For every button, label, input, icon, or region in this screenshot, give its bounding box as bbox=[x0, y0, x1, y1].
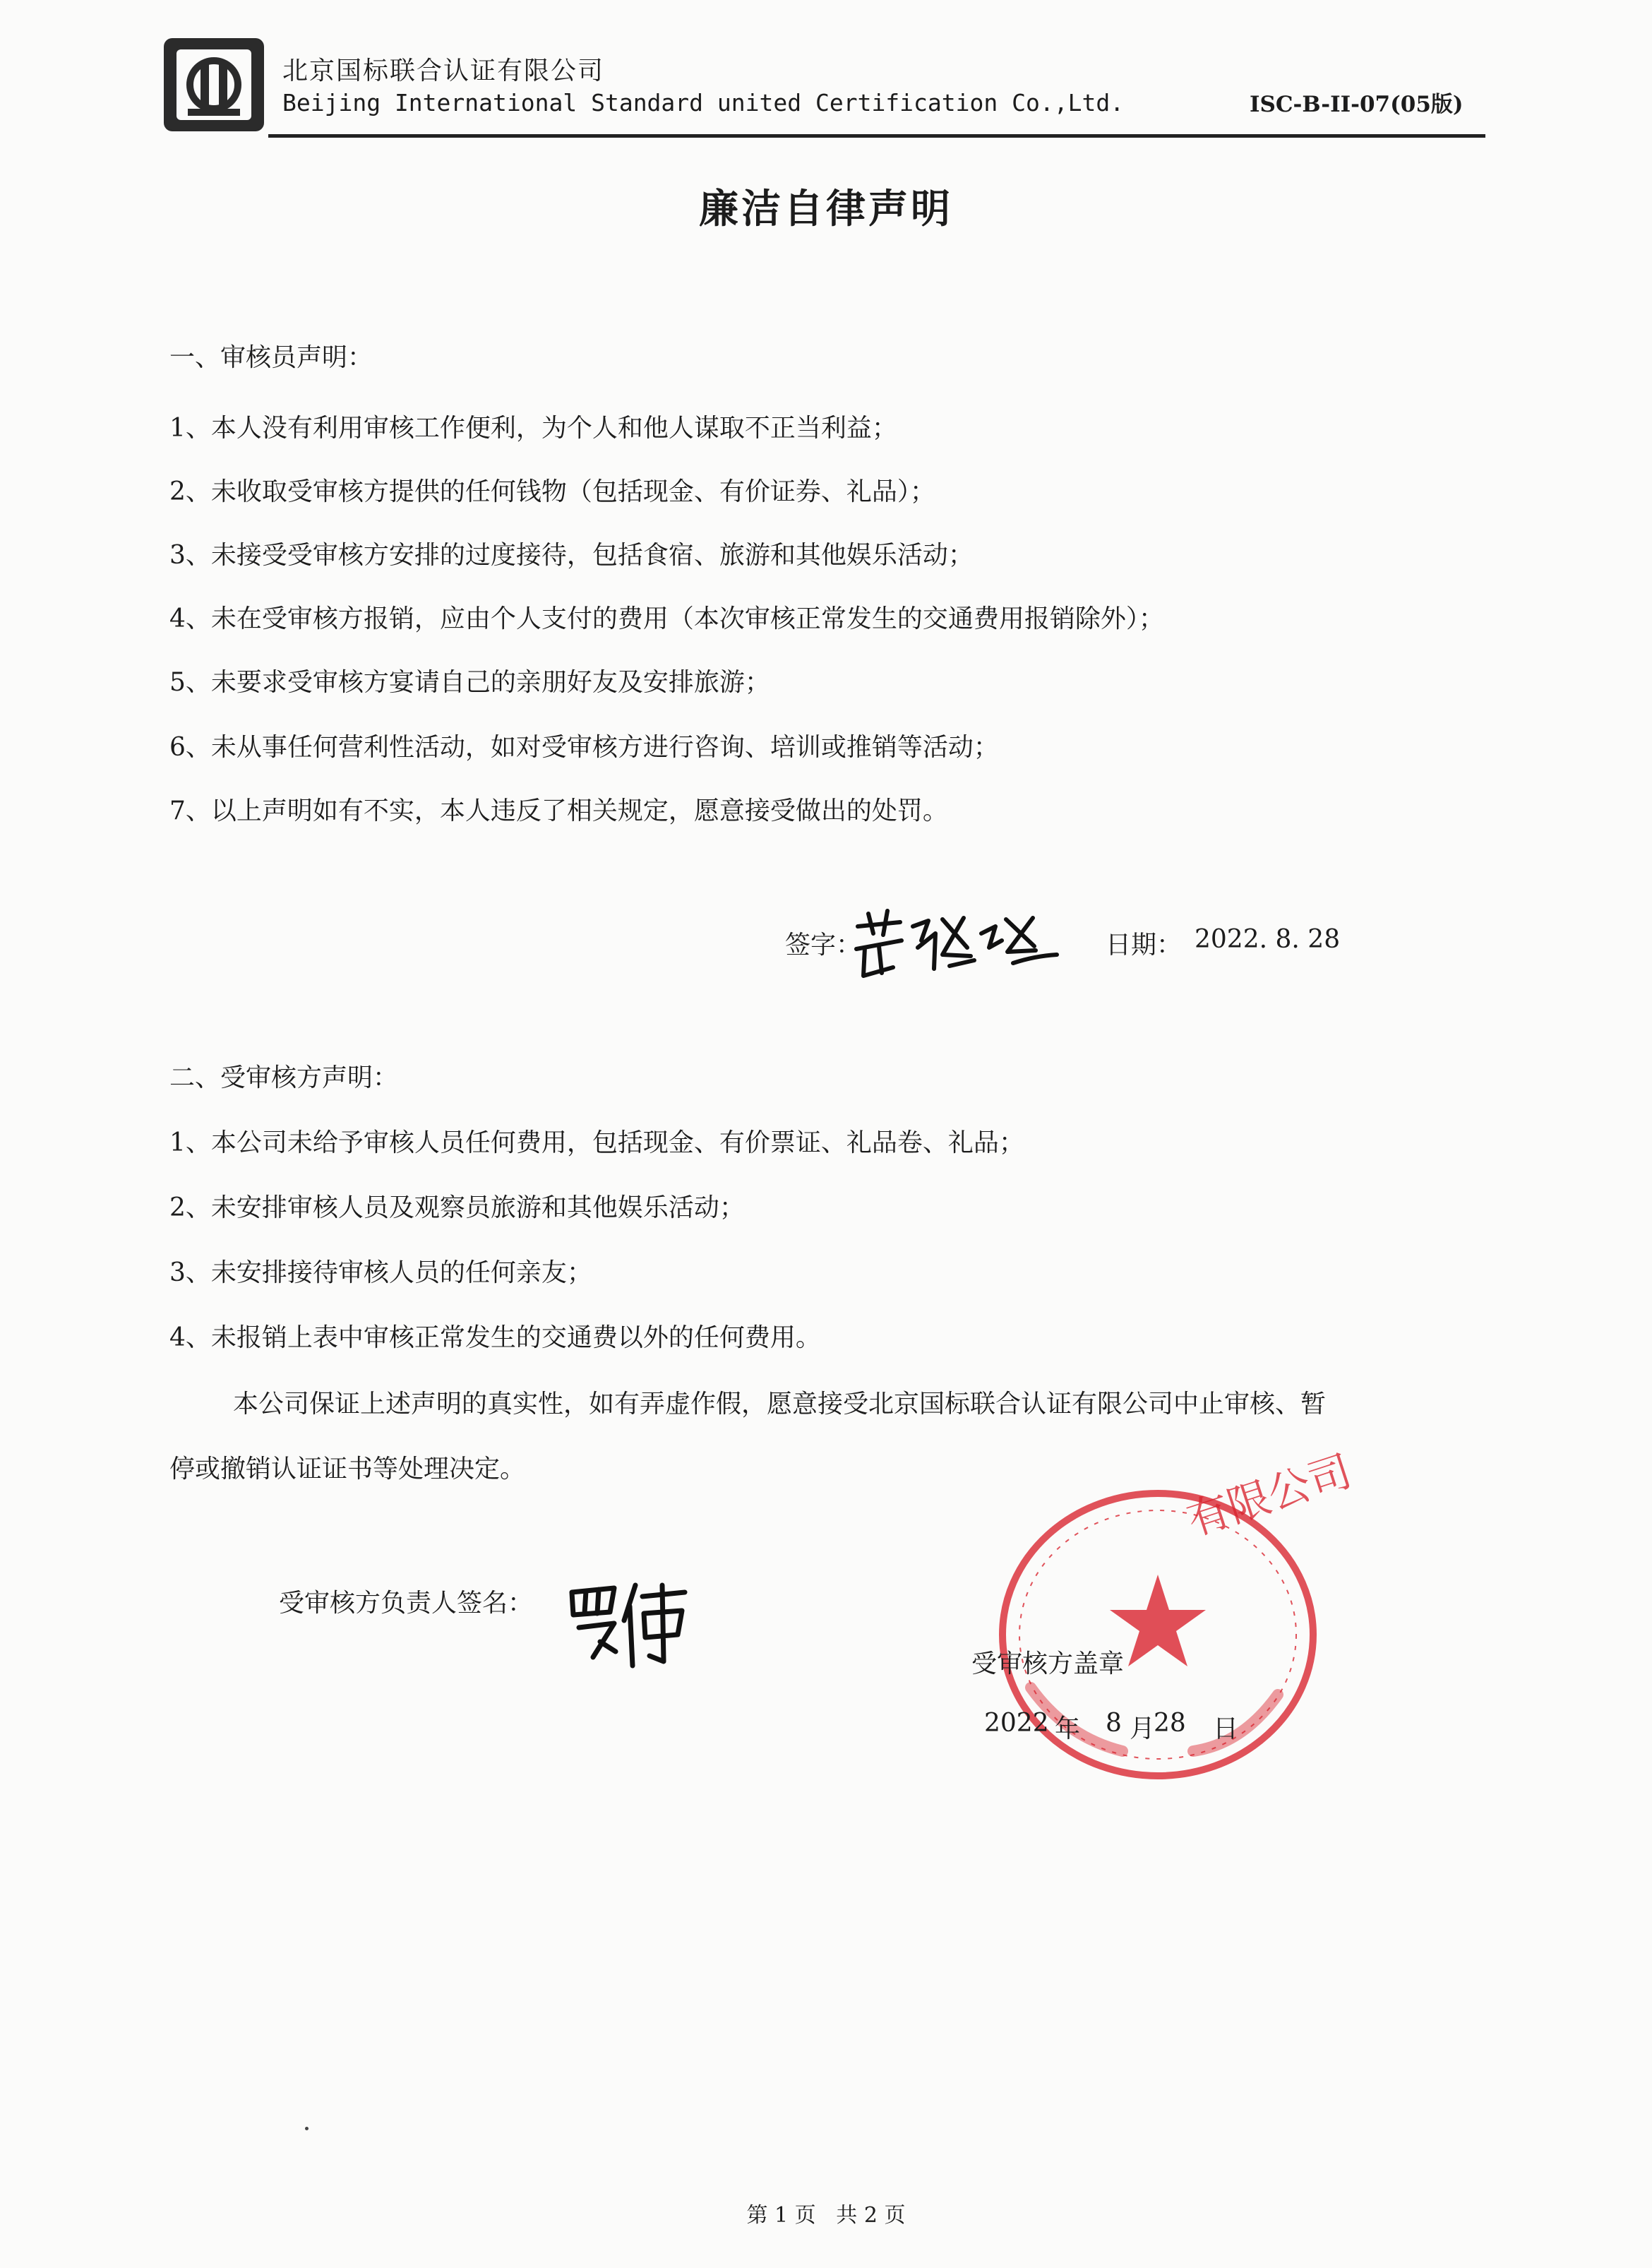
header-divider bbox=[268, 134, 1485, 138]
auditee-date-month: 8 bbox=[1106, 1709, 1122, 1738]
page-footer bbox=[0, 2197, 1652, 2228]
page-total: 共 2 页 bbox=[836, 2203, 906, 2228]
company-name-cn: 北京国标联合认证有限公司 bbox=[282, 56, 605, 85]
document-code: ISC-B-II-07(05版) bbox=[1250, 92, 1464, 117]
auditee-guarantee-line1: 本公司保证上述声明的真实性，如有弄虚作假，愿意接受北京国标联合认证有限公司中止审核、暂 bbox=[233, 1390, 1327, 1419]
auditee-sign-label: 受审核方负责人签名： bbox=[279, 1589, 534, 1618]
auditee-date-year: 2022 bbox=[984, 1709, 1049, 1738]
auditee-guarantee-line2: 停或撤销认证证书等处理决定。 bbox=[169, 1455, 526, 1484]
auditor-signature bbox=[851, 905, 1063, 983]
auditee-heading: 二、受审核方声明： bbox=[169, 1063, 399, 1092]
auditor-item: 6、未从事任何营利性活动，如对受审核方进行咨询、培训或推销等活动； bbox=[169, 733, 999, 762]
auditee-date-day: 28 bbox=[1154, 1709, 1186, 1738]
auditor-sign-label: 签字： bbox=[785, 931, 862, 960]
scan-dot bbox=[305, 2127, 309, 2130]
page-number: 第 1 页 bbox=[746, 2203, 816, 2228]
auditee-signature bbox=[565, 1578, 699, 1670]
auditee-year-char: 年 bbox=[1055, 1714, 1081, 1743]
auditor-date-label: 日期： bbox=[1106, 931, 1183, 960]
auditee-item: 1、本公司未给予审核人员任何费用，包括现金、有价票证、礼品卷、礼品； bbox=[169, 1128, 1024, 1157]
company-logo-icon bbox=[161, 35, 267, 134]
company-seal-stamp bbox=[981, 1446, 1358, 1793]
auditee-item: 4、未报销上表中审核正常发生的交通费以外的任何费用。 bbox=[169, 1323, 821, 1352]
auditor-item: 7、以上声明如有不实，本人违反了相关规定，愿意接受做出的处罚。 bbox=[169, 796, 948, 825]
auditee-month-char: 月 bbox=[1130, 1714, 1156, 1743]
auditee-item: 2、未安排审核人员及观察员旅游和其他娱乐活动； bbox=[169, 1193, 745, 1222]
auditee-day-char: 日 bbox=[1213, 1714, 1239, 1743]
company-name-en: Beijing International Standard united Certification Co.,Ltd. bbox=[282, 89, 1125, 117]
auditor-date: 2022. 8. 28 bbox=[1195, 925, 1341, 954]
auditor-item: 2、未收取受审核方提供的任何钱物（包括现金、有价证券、礼品）； bbox=[169, 477, 935, 506]
auditor-heading: 一、审核员声明： bbox=[169, 343, 373, 372]
auditee-stamp-label: 受审核方盖章 bbox=[971, 1649, 1125, 1678]
auditee-item: 3、未安排接待审核人员的任何亲友； bbox=[169, 1258, 592, 1287]
auditor-item: 5、未要求受审核方宴请自己的亲朋好友及安排旅游； bbox=[169, 668, 770, 697]
auditor-item: 3、未接受受审核方安排的过度接待，包括食宿、旅游和其他娱乐活动； bbox=[169, 541, 974, 570]
page-title: 廉洁自律声明 bbox=[699, 186, 953, 232]
auditor-item: 4、未在受审核方报销，应由个人支付的费用（本次审核正常发生的交通费用报销除外）； bbox=[169, 604, 1164, 633]
seal-text: 有限公司 bbox=[1181, 1446, 1358, 1546]
auditor-item: 1、本人没有利用审核工作便利，为个人和他人谋取不正当利益； bbox=[169, 414, 897, 443]
